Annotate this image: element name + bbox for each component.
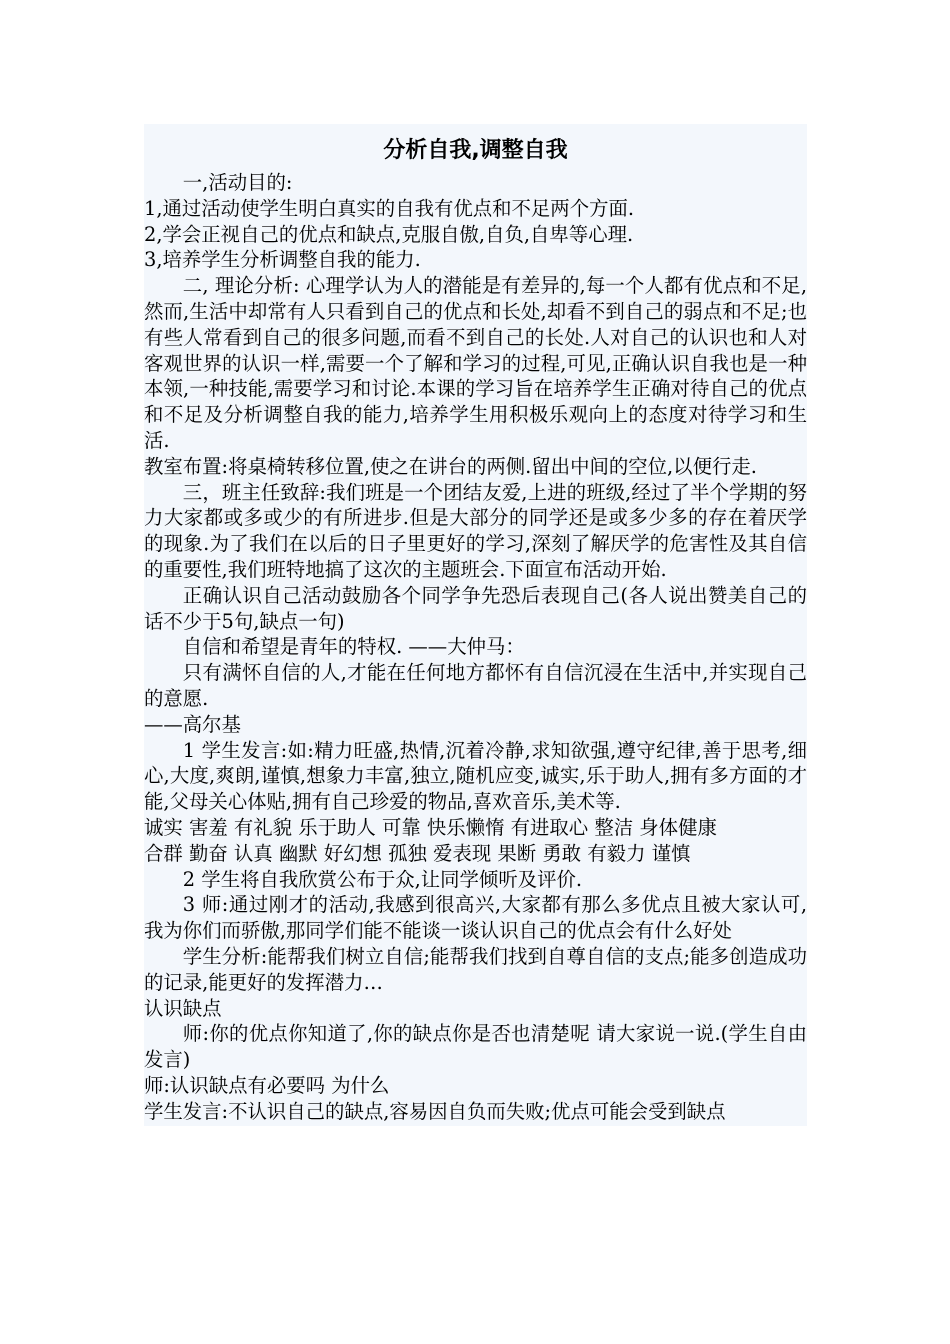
paragraph: 一,活动目的: <box>182 171 293 194</box>
paragraph: 2,学会正视自己的优点和缺点,克服自傲,自负,自卑等心理. <box>144 222 634 246</box>
paragraph: 认识缺点 <box>144 996 222 1020</box>
paragraph: 3,培养学生分析调整自我的能力. <box>144 248 421 272</box>
paragraph: 师:认识缺点有必要吗 为什么 <box>144 1073 390 1097</box>
paragraph: 二, 理论分析: 心理学认为人的潜能是有差异的,每一个人都有优点和不足,然而,生活中却常有人只看到自己的优点和长处,却看不到自己的弱点和不足;也有些人常看到自己的很多问题,而看不到自己的长处.人对自己的认识也和人对客观世界的认识一样,需要一个了解和学习的过程,可见,正确认识自我也是一种本领,一种技能,需要学习和讨论.本课的学习旨在培养学生正确对待自己的优点和不足及分析调整自我的能力,培养学生用积极乐观向上的态度对待学习和生活. <box>144 274 807 452</box>
document-title: 分析自我,调整自我 <box>383 138 568 163</box>
paragraph: 1 学生发言:如:精力旺盛,热情,沉着冷静,求知欲强,遵守纪律,善于思考,细心,大度,爽朗,谨慎,想象力丰富,独立,随机应变,诚实,乐于助人,拥有多方面的才能,父母关心体贴,拥有自己珍爱的物品,喜欢音乐,美术等. <box>144 738 807 814</box>
paragraph: 学生分析:能帮我们树立自信;能帮我们找到自尊自信的支点;能多创造成功的记录,能更好的发挥潜力… <box>144 944 807 994</box>
paragraph: 3 师:通过刚才的活动,我感到很高兴,大家都有那么多优点且被大家认可,我为你们而骄傲,那同学们能不能谈一谈认识自己的优点会有什么好处 <box>144 893 807 943</box>
paragraph: 自信和希望是青年的特权. ——大仲马： <box>182 635 525 659</box>
paragraph: 1,通过活动使学生明白真实的自我有优点和不足两个方面. <box>144 196 635 220</box>
paragraph: 正确认识自己活动鼓励各个同学争先恐后表现自己(各人说出赞美自己的话不少于5句,缺点一句) <box>144 583 807 633</box>
paragraph: 2 学生将自我欣赏公布于众,让同学倾听及评价. <box>182 867 583 891</box>
paragraph: 教室布置:将桌椅转移位置,使之在讲台的两侧.留出中间的空位,以便行走. <box>144 454 757 478</box>
paragraph: 只有满怀自信的人,才能在任何地方都怀有自信沉浸在生活中,并实现自己的意愿. <box>144 661 807 710</box>
paragraph: 合群 勤奋 认真 幽默 好幻想 孤独 爱表现 果断 勇敢 有毅力 谨慎 <box>144 841 691 865</box>
paragraph-list <box>144 170 807 1124</box>
paragraph: 师:你的优点你知道了,你的缺点你是否也清楚呢 请大家说一说.(学生自由发言) <box>144 1022 807 1072</box>
paragraph: 三，班主任致辞:我们班是一个团结友爱,上进的班级,经过了半个学期的努力大家都或多或少的有所进步.但是大部分的同学还是或多少多的存在着厌学的现象.为了我们在以后的日子里更好的学习,深刻了解厌学的危害性及其自信的重要性,我们班特地搞了这次的主题班会.下面宣布活动开始. <box>144 480 807 581</box>
paragraph: 诚实 害羞 有礼貌 乐于助人 可靠 快乐懒惰 有进取心 整洁 身体健康 <box>144 815 717 839</box>
paragraph: 学生发言:不认识自己的缺点,容易因自负而失败;优点可能会受到缺点 <box>144 1099 726 1123</box>
document-body <box>144 124 807 1126</box>
paragraph: ——高尔基 <box>144 712 241 736</box>
